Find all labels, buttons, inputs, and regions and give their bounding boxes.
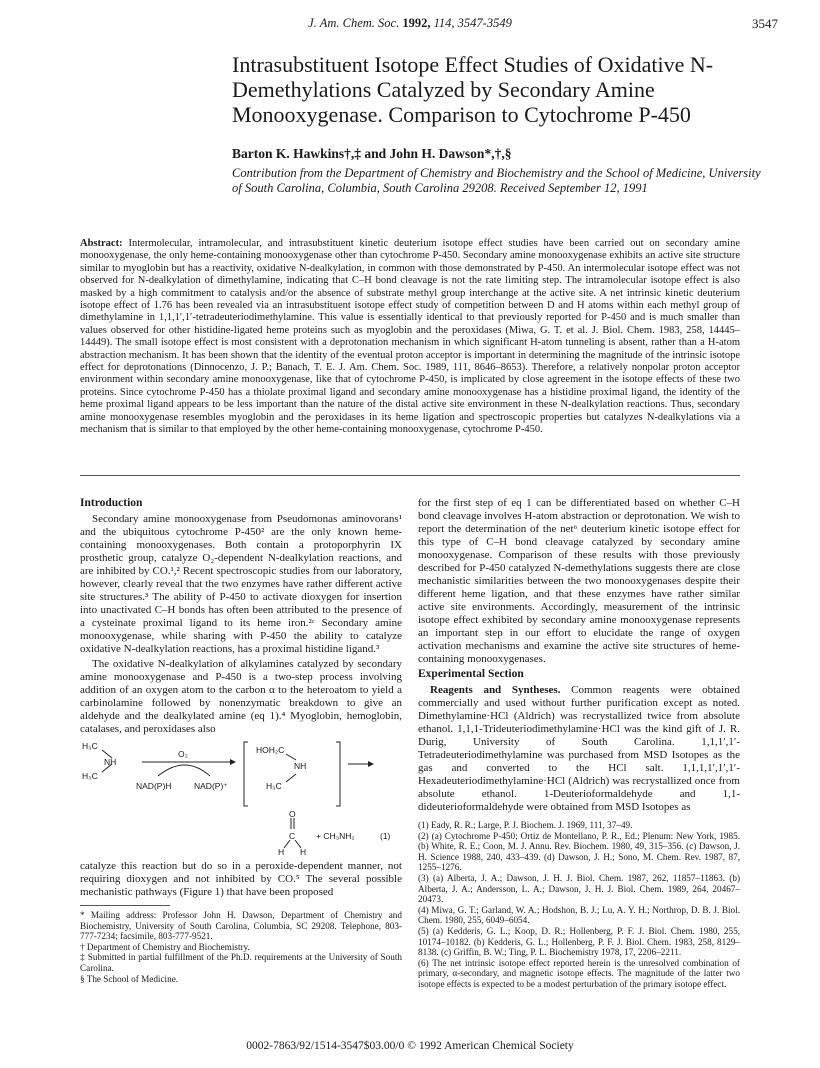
experimental-text: Common reagents were obtained commercially and used without further purification except as noted. Dimethylamine·HCl (Aldrich) was recrystallized twice from absolute ethanol. 1,1,1-Trideuteriodimethylamine·HCl was the kind gift of J. R. Durig, University of South Carolina. 1,1,1′,1′-Tetradeuteriodimethylamine was purchased from MSD Isotopes as the gas and converted to the HCl salt. 1,1,1,1′,1′,1′-Hexadeuteriodimethylamine·HCl (Aldrich) was recrystallized once from absolute ethanol. 1-Deuterioformaldehyde and 1,1-dideuterioformaldehyde were obtained from MSD Isotopes as bbox=[418, 684, 740, 813]
experimental-subheading: Reagents and Syntheses. bbox=[430, 684, 561, 696]
right-column bbox=[418, 497, 740, 990]
journal-header bbox=[0, 16, 820, 31]
journal-pages: 3547-3549 bbox=[457, 16, 512, 30]
footnote-divider bbox=[80, 905, 170, 906]
left-column bbox=[80, 497, 402, 984]
abstract-label: Abstract: bbox=[80, 238, 123, 249]
experimental-paragraph bbox=[418, 684, 740, 814]
experimental-heading: Experimental Section bbox=[418, 668, 524, 680]
scheme-product: + CH₃NH₂ bbox=[316, 831, 355, 841]
journal-name: J. Am. Chem. Soc. bbox=[308, 16, 400, 30]
scheme-h3c-right: H₃C bbox=[266, 781, 282, 791]
scheme-nh-right: NH bbox=[294, 761, 307, 771]
scheme-h3c-bottom: H₃C bbox=[82, 771, 98, 781]
footnote-double-dagger: ‡ Submitted in partial fulfillment of the Ph.D. requirements at the University of South Carolina. bbox=[80, 952, 402, 973]
abstract bbox=[80, 238, 740, 437]
reference-item: (1) Eady, R. R.; Large, P. J. Biochem. J. 1969, 111, 37–49. bbox=[418, 820, 633, 830]
reference-item: (3) (a) Alberta, J. A.; Dawson, J. H. J. Biol. Chem. 1987, 262, 11857–11863. (b) Alberta, J. A.; Andersson, L. A.; Dawson, J. H. J. Biol. Chem. 1989, 264, 20467–20473. bbox=[418, 872, 740, 905]
scheme-h3c-top: H₃C bbox=[82, 741, 98, 751]
reference-item: (2) (a) Cytochrome P-450; Ortiz de Montellano, P. R., Ed.; Plenum: New York, 1985. (b) White, R. E.; Coon, M. J. Annu. Rev. Biochem. 1980, 49, 315–356. (c) Dawson, J. H. Science 1988, 240, 433–439. (d) Dawson, J. H.; Sono, M. Chem. Rev. 1987, 87, 1255–1276. bbox=[418, 830, 740, 873]
reference-item: (4) Miwa, G. T.; Garland, W. A.; Hodshon, B. J.; Lu, A. Y. H.; Northrop, D. B. J. Biol. Chem. 1980, 255, 6049–6054. bbox=[418, 904, 740, 926]
author-list: Barton K. Hawkins†,‡ and John H. Dawson*,†,§ bbox=[232, 146, 512, 161]
scheme-nadph: NAD(P)H bbox=[136, 781, 172, 791]
footnote-section: § The School of Medicine. bbox=[80, 973, 179, 984]
journal-year: 1992, bbox=[402, 16, 431, 30]
reference-item: (6) The net intrinsic isotope effect reported herein is the unresolved combination of primary, α-secondary, and magnetic isotope effects. The magnitude of the latter two isotope effects is expected to be a modest perturbation of the primary isotope effect. bbox=[418, 957, 740, 989]
scheme-o2: O₂ bbox=[178, 749, 188, 759]
scheme-carbon: C bbox=[289, 831, 296, 841]
scheme-oxygen: O bbox=[289, 809, 296, 819]
scheme-hydrogen-left: H bbox=[278, 847, 285, 857]
copyright-footer: 0002-7863/92/1514-3547$03.00/0 © 1992 American Chemical Society bbox=[246, 1040, 574, 1052]
reference-item: (5) (a) Kedderis, G. L.; Koop, D. R.; Hollenberg, P. F. J. Biol. Chem. 1980, 255, 10174–10182. (b) Kedderis, G. L.; Hollenberg, P. F. J. Biol. Chem. 1983, 258, 8129–8138. (c) Griffin, B. W.; Ting, P. L. Biochemistry 1978, 17, 2206–2211. bbox=[418, 925, 740, 958]
page-number: 3547 bbox=[752, 16, 778, 31]
scheme-equation-number: (1) bbox=[380, 831, 391, 841]
scheme-hoh2c: HOH₂C bbox=[256, 745, 285, 755]
footnote-mailing: * Mailing address: Professor John H. Dawson, Department of Chemistry and Biochemistry, University of South Carolina, Columbia, SC 29208. Telephone, 803-777-7234; facsimile, 803-777-9521. bbox=[80, 910, 402, 942]
journal-volume: 114, bbox=[433, 16, 455, 30]
section-divider bbox=[80, 475, 740, 476]
scheme-hydrogen-right: H bbox=[300, 847, 307, 857]
reference-list bbox=[418, 820, 740, 990]
intro-paragraph-3: catalyze this reaction but do so in a peroxide-dependent manner, not requiring dioxygen and not inhibited by CO.⁵ The several possible mechanistic pathways (Figure 1) that have been proposed bbox=[80, 860, 402, 898]
article-title: Intrasubstituent Isotope Effect Studies of Oxidative N-Demethylations Catalyzed by Secondary Amine Monooxygenase. Comparison to Cytochrome P-450 bbox=[232, 52, 714, 127]
introduction-heading: Introduction bbox=[80, 497, 143, 509]
scheme-nadp: NAD(P)⁺ bbox=[194, 781, 228, 791]
right-paragraph-1: for the first step of eq 1 can be differentiated based on whether C–H bond cleavage involves H-atom abstraction or deprotonation. We wish to report the determination of the net⁶ deuterium kinetic isotope effect for this type of C–H bond cleavage catalyzed by secondary amine monooxygenase. Comparison of these results with those previously described for P-450 catalyzed N-demethylations suggests there are close mechanistic similarities between the two monooxygenases despite their different heme ligation, and that these enzymes have rather similar active site environments. Accordingly, measurement of the intrinsic isotope effect exhibited by secondary amine monooxygenase represents an important step in our effort to elucidate the range of oxygen activation mechanisms and examine the active site structures of heme-containing monooxygenases. bbox=[418, 497, 740, 665]
affiliation: Contribution from the Department of Chemistry and Biochemistry and the School of Medicine, University of South Carolina, Columbia, South Carolina 29208. Received September 12, 1991 bbox=[232, 166, 761, 195]
intro-paragraph-1: Secondary amine monooxygenase from Pseudomonas aminovorans¹ and the ubiquitous cytochrome P-450² are the only known heme-containing monooxygenases. Both contain a protoporphyrin IX prosthetic group, catalyze O₂-dependent N-dealkylation reactions, and are inhibited by CO.¹,² Recent spectroscopic studies from our laboratory, however, clearly reveal that the two enzymes have rather different active site structures.³ The ability of P-450 to activate dioxygen for insertion into unactivated C–H bonds has often been attributed to the presence of a cysteinate proximal ligand to its heme iron.²ᶜ Secondary amine monooxygenase, while sharing with P-450 the ability to catalyze oxidative N-dealkylation reactions, has a proximal histidine ligand.³ bbox=[80, 513, 402, 655]
reaction-scheme bbox=[80, 740, 402, 858]
abstract-text: Intermolecular, intramolecular, and intrasubstituent kinetic deuterium isotope effect studies have been carried out on secondary amine monooxygenase, the only heme-containing monooxygenase other than cytochrome P-450. Secondary amine monooxygenase exhibits an active site structure similar to myoglobin but has a reactivity, oxidative N-dealkylation, in common with those demonstrated by P-450. An intermolecular isotope effect was not observed for N-dealkylation of dimethylamine, indicating that C–H bond cleavage is not the rate limiting step. The intramolecular isotope effect is also masked by a high commitment to catalysis and/or the absence of substrate methyl group interchange at the active site. A net intrinsic kinetic deuterium isotope effect of 1.76 has been revealed via an intrasubstituent isotope effect study of competition between D and H atoms within each methyl group of dimethylamine in 1,1,1′,1′-tetradeuteriodimethylamine. This value is essentially identical to that previously reported for P-450 and is much smaller than values observed for other histidine-ligated heme proteins such as myoglobin and the peroxidases (Miwa, G. T. et al. J. Biol. Chem. 1983, 258, 14445–14449). The small isotope effect is most consistent with a deprotonation mechanism in which significant H-atom tunneling is absent, rather than a H-atom abstraction mechanism. It has been shown that the identity of the eventual proton acceptor is important in determining the magnitude of the intrinsic isotope effect for deprotonations (Dinnocenzo, J. P.; Banach, T. E. J. Am. Chem. Soc. 1989, 111, 8646–8653). Therefore, a relatively nonpolar proton acceptor environment within secondary amine monooxygenase, like that of cytochrome P-450, is implicated by close agreement in the isotope effects of these two proteins. Since cytochrome P-450 has a thiolate proximal ligand and secondary amine monooxygenase has a histidine proximal ligand, the identity of the heme proximal ligand appears to be less important than the nature of the distal active site environment in these N-dealkylation reactions. Thus, secondary amine monooxygenase resembles myoglobin and the peroxidases in its heme ligation and spectroscopic properties but catalyzes N-dealkylations via a mechanism that is similar to that employed by the other heme-containing monooxygenase, cytochrome P-450. bbox=[80, 238, 740, 436]
footnote-dagger: † Department of Chemistry and Biochemistry. bbox=[80, 941, 250, 952]
footnotes bbox=[80, 910, 402, 984]
intro-paragraph-2: The oxidative N-dealkylation of alkylamines catalyzed by secondary amine monooxygenase and P-450 is a two-step process involving addition of an oxygen atom to the carbon α to the heteroatom to yield a carbinolamine followed by nonenzymatic breakdown to give an aldehyde and the dealkylated amine (eq 1).⁴ Myoglobin, hemoglobin, catalases, and peroxidases also bbox=[80, 658, 402, 735]
scheme-nh-left: NH bbox=[104, 757, 117, 767]
